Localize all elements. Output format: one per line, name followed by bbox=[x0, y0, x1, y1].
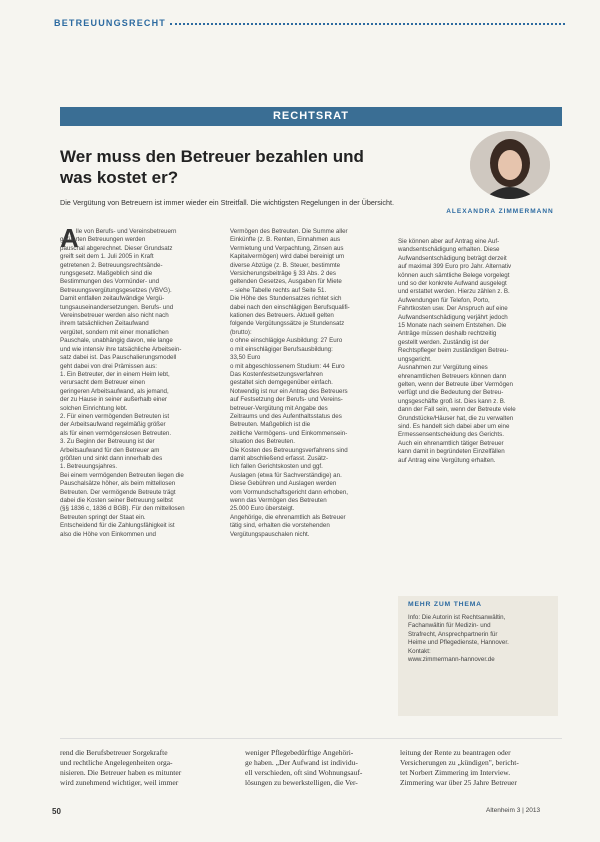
bottom-column-2: weniger Pflegebedürftige Angehöri- ge haben. „Der Aufwand ist individu- ell verschieden, oft sind Wohnungsauf- lösungen zu bewerkstelligen, die Ver- bbox=[245, 748, 363, 787]
magazine-issue: Altenheim 3 | 2013 bbox=[486, 807, 541, 814]
author-photo bbox=[470, 131, 550, 199]
more-info-heading: MEHR ZUM THEMA bbox=[408, 601, 482, 608]
article-lead: Die Vergütung von Betreuern ist immer wieder ein Streitfall. Die wichtigsten Regelungen in der Übersicht. bbox=[60, 198, 394, 207]
more-info-text: Info: Die Autorin ist Rechtsanwältin, Fachanwältin für Medizin- und Strafrecht, Ansprechpartnerin für Heime und Pflegedienste, Hannover. Kontakt: www.zimmermann-hannover.de bbox=[408, 614, 509, 664]
article-title: Wer muss den Betreuer bezahlen und was kostet er? bbox=[60, 147, 364, 187]
dropcap: A bbox=[60, 223, 79, 253]
banner-label: RECHTSRAT bbox=[272, 110, 349, 122]
bottom-column-3: leitung der Rente zu beantragen oder Versicherungen zu „kündigen", bericht- tet Norbert Zimmering im Interview. Zimmering war über 25 Jahre Betreuer bbox=[400, 748, 519, 787]
article-column-3: Sie können aber auf Antrag eine Auf- wandsentschädigung erhalten. Diese Aufwandsentschädigung beträgt derzeit auf maximal 399 Euro pro Jahr. Alternativ können auch sämtliche Belege vorgelegt und so der konkrete Aufwand ausgelegt und erstattet werden. Hierzu zählen z. B. Aufwendungen für Telefon, Porto, Fahrtkosten usw. Der Anspruch auf eine Aufwandsentschädigung verjährt jedoch 15 Monate nach seinem Entstehen. Die Anträge müssen deshalb rechtzeitig gestellt werden. Zuständig ist der Rechtspfleger beim zuständigen Betreu- ungsgericht. Ausnahmen zur Vergütung eines ehrenamtlichen Betreuers können dann gelten, wenn der Betreute über Vermögen verfügt und die Bedeutung der Betreu- ungsgeschäfte groß ist. Dies kann z. B. dann der Fall sein, wenn der Betreute viele Grundstücke/Häuser hat, die zu verwalten sind. Es handelt sich dabei aber um eine Ermessensentscheidung des Gerichts. Auch ein ehrenamtlich tätiger Betreuer kann damit in begründeten Einzelfällen auf Antrag eine Vergütung erhalten. bbox=[398, 238, 516, 464]
divider bbox=[60, 738, 562, 739]
section-header: BETREUUNGSRECHT bbox=[54, 18, 167, 28]
header-dotted-rule bbox=[170, 23, 565, 25]
portrait-icon bbox=[470, 131, 550, 199]
article-column-1: lle von Berufs- und Vereinsbetreuern geführten Betreuungen werden pauschal abgerechnet. Dieser Grundsatz greift seit dem 1. Juli 2005 in Kraft getretenen 2. Betreuungsrechtsände- rungsgesetz. Maßgeblich sind die Bestimmungen des Vormünder- und Betreuungsvergütungsgesetzes (VBVG). Damit entfallen zeitaufwändige Vergü- tungsauseinandersetzungen. Berufs- und Vereinsbetreuer werden also nicht nach ihrem tatsächlichen Zeitaufwand vergütet, sondern mit einer monatlichen Pauschale, unabhängig davon, wie lange und wie intensiv ihre tatsächliche Arbeitsein- satz dabei ist. Das Pauschalierungsmodell geht dabei von drei Prämissen aus: 1. Ein Betreuter, der in einem Heim lebt, verursacht dem Betreuer einen geringeren Arbeitsaufwand, als jemand, der zu Hause in seiner außerhalb einer solchen Einrichtung lebt. 2. Für einen vermögenden Betreuten ist der Arbeitsaufwand regelmäßig größer als für einen vermögenslosen Betreuten. 3. Zu Beginn der Betreuung ist der Arbeitsaufwand für den Betreuer am größten und sinkt dann innerhalb des 1. Betreuungsjahres. Bei einem vermögenden Betreuten liegen die Pauschalsätze höher, als beim mittellosen Betreuten. Der vermögende Betreute trägt dabei die Kosten seiner Betreuung selbst (§§ 1836 c, 1836 d BGB). Für den mittellosen Betreuten springt der Staat ein. Entscheidend für die Zahlungsfähigkeit ist also die Höhe von Einkommen und bbox=[60, 228, 185, 538]
bottom-column-1: rend die Berufsbetreuer Sorgekrafte und rechtliche Angelegenheiten orga- nisieren. Die Betreuer haben es mitunter wird zunehmend wichtiger, weil immer bbox=[60, 748, 182, 787]
page-number: 50 bbox=[52, 807, 61, 816]
article-column-2: Vermögen des Betreuten. Die Summe aller Einkünfte (z. B. Renten, Einnahmen aus Vermietung und Verpachtung, Zinsen aus Kapitalvermögen) wird dabei bereinigt um diverse Abzüge (z. B. Steuer, bestimmte Versicherungsbeiträge § 33 Abs. 2 des geltenden Gesetzes, Ausgaben für Miete – siehe Tabelle rechts auf Seite 51. Die Höhe des Stundensatzes richtet sich dabei nach den einschlägigen Berufsqualifi- kationen des Betreuers. Aktuell gelten folgende Vergütungssätze je Stundensatz (brutto): o ohne einschlägige Ausbildung: 27 Euro o mit einschlägiger Berufsausbildung: 33,50 Euro o mit abgeschlossenem Studium: 44 Euro Das Kostenfestsetzungsverfahren gestaltet sich demgegenüber einfach. Notwendig ist nur ein Antrag des Betreuers auf Festsetzung der Berufs- und Vereins- betreuer-Vergütung mit Angabe des Zeitraums und des Aufenthaltsstatus des Betreuten. Maßgeblich ist die zeitliche Vermögens- und Einkommensein- situation des Betreuten. Die Kosten des Betreuungsverfahrens sind damit abschließend erfasst. Zusätz- lich fallen Gerichtskosten und ggf. Auslagen (etwa für Sachverständige) an. Diese Gebühren und Auslagen werden vom Vormundschaftsgericht dann erhoben, wenn das Vermögen des Betreuten 25.000 Euro übersteigt. Angehörige, die ehrenamtlich als Betreuer tätig sind, erhalten die vorstehenden Vergütungspauschalen nicht. bbox=[230, 228, 350, 538]
author-name: ALEXANDRA ZIMMERMANN bbox=[446, 208, 554, 215]
